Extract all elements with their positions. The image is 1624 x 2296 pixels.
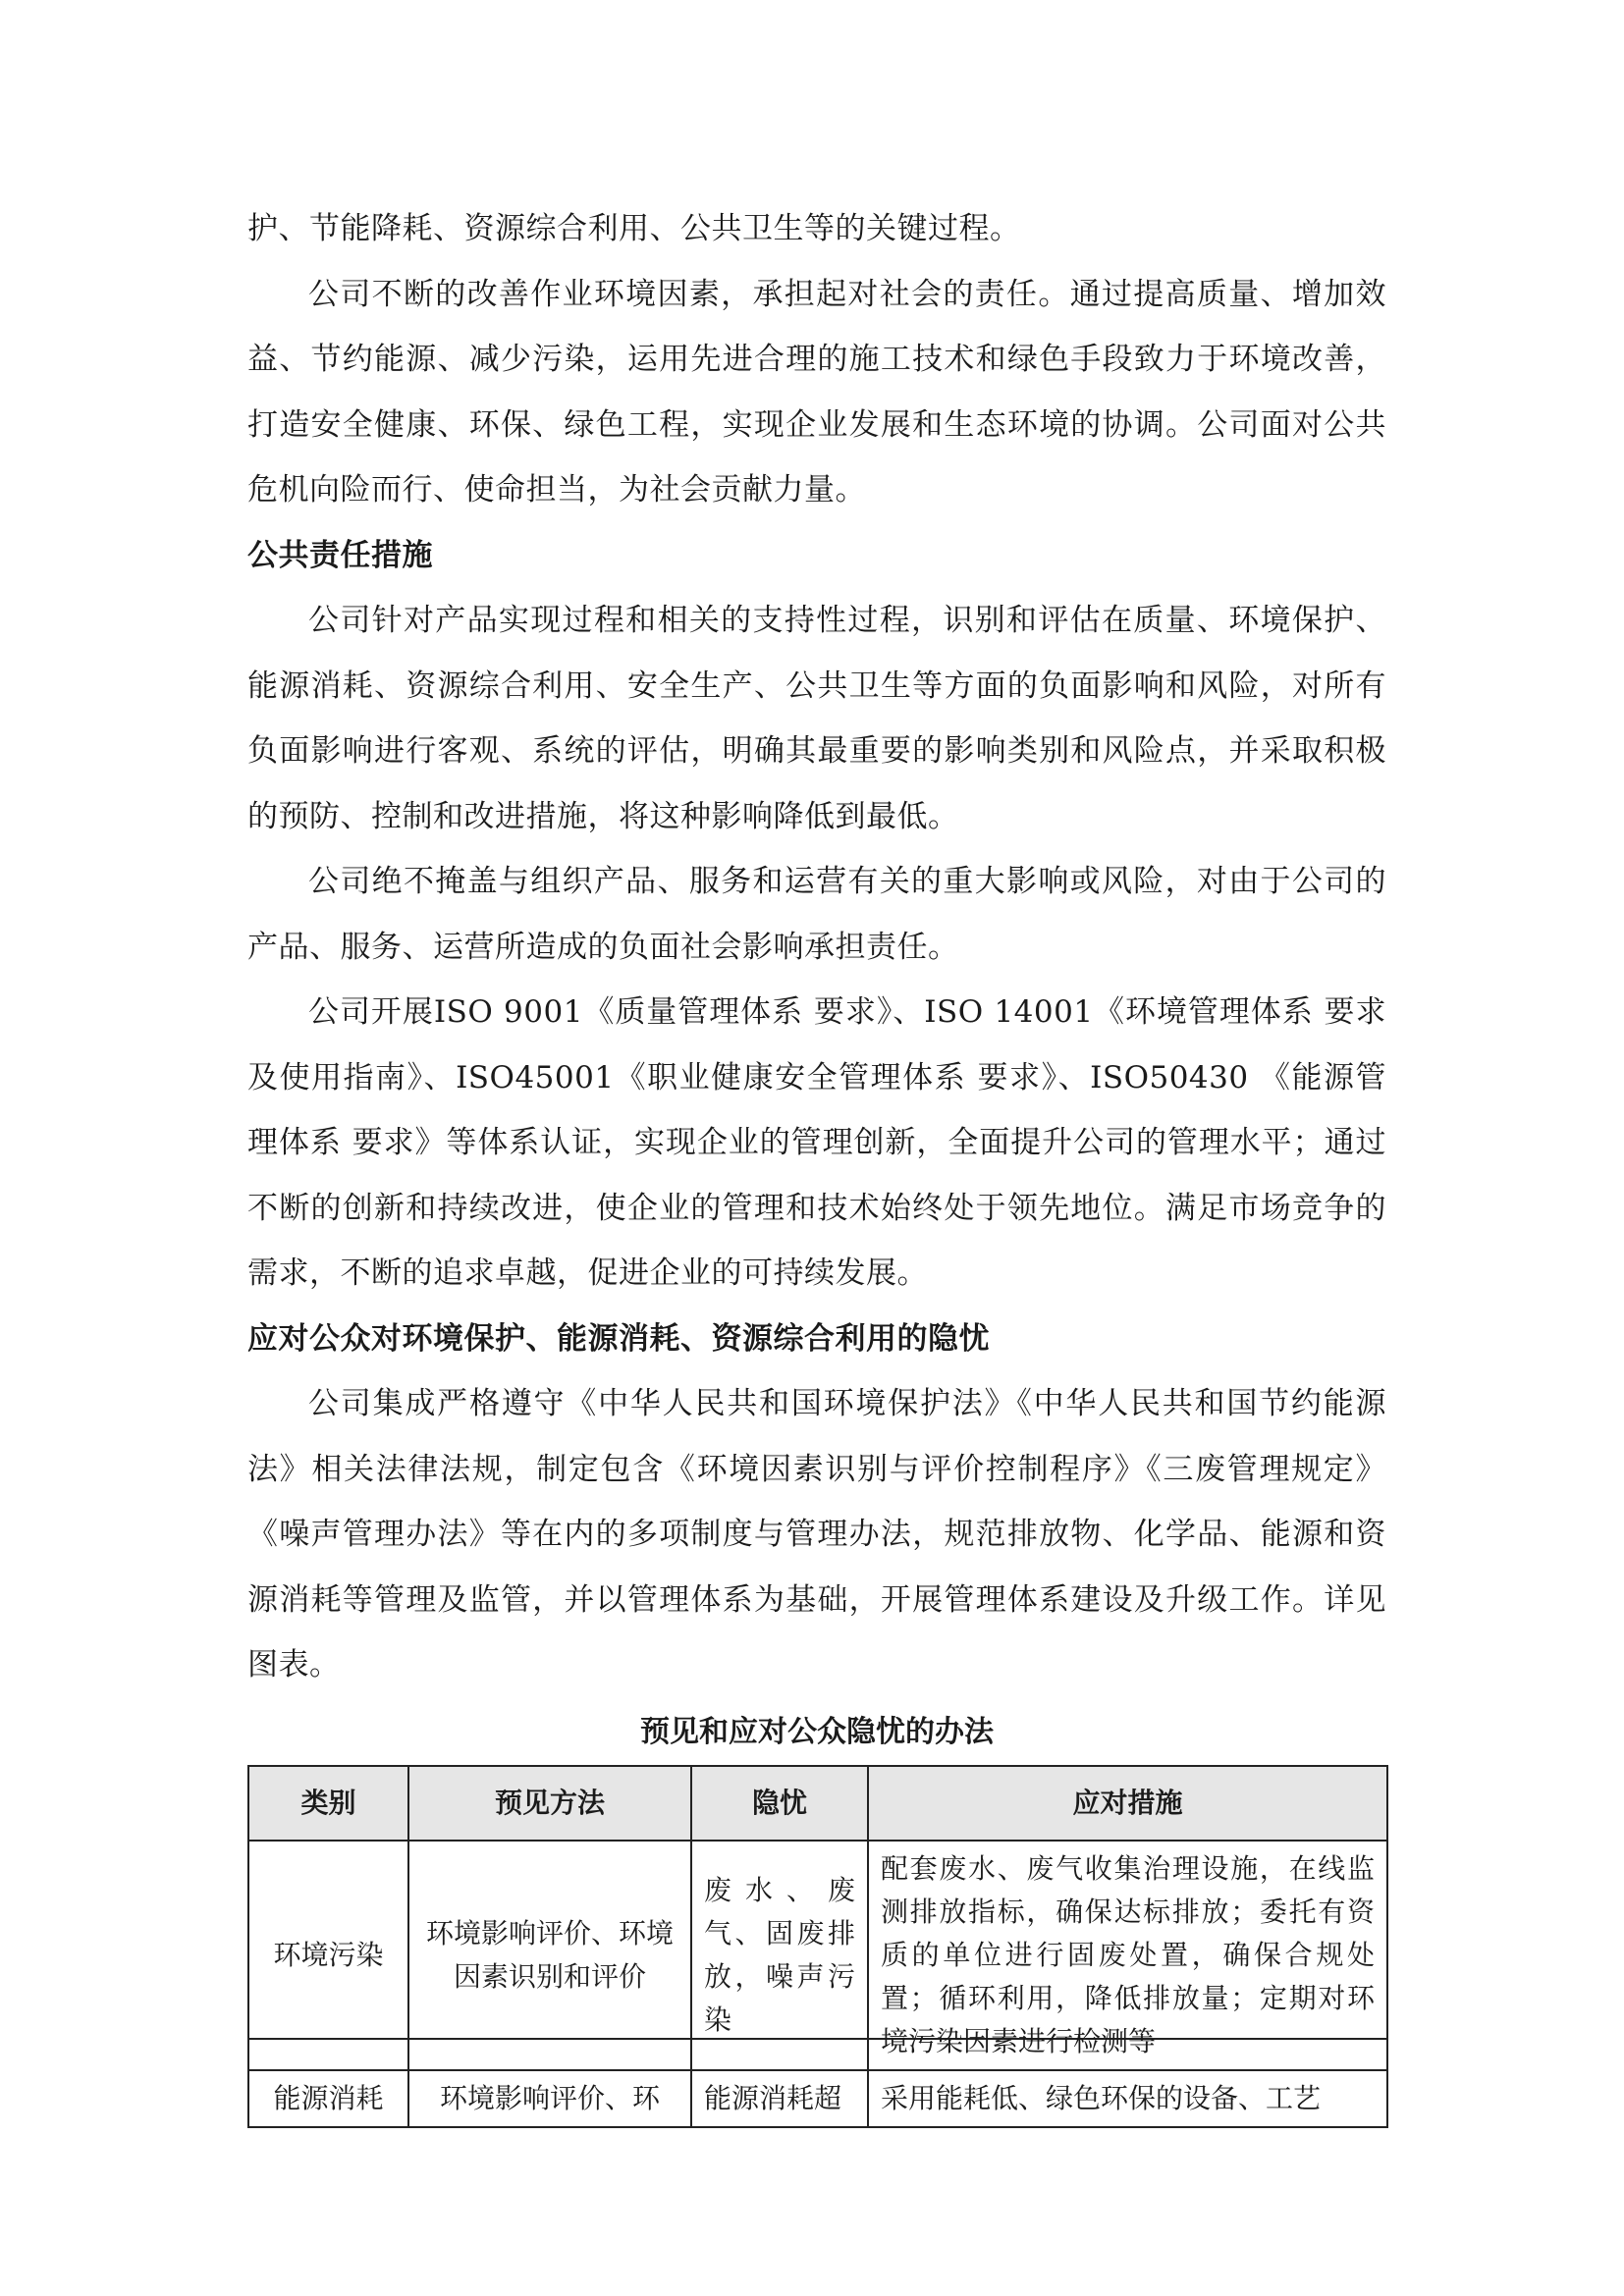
table-caption: 预见和应对公众隐忧的办法 — [640, 1714, 994, 1749]
cell-concern: 废水、废气、固废排放，噪声污染 — [691, 1841, 868, 2070]
paragraph-environment-responsibility: 公司不断的改善作业环境因素，承担起对社会的责任。通过提高质量、增加效益、节约能源、减少污染，运用先进合理的施工技术和绿色手段致力于环境改善，打造安全健康、环保、绿色工程，实现企业发展和生态环境的协调。公司面对公共危机向险而行、使命担当，为社会贡献力量。 — [247, 276, 1386, 507]
section-heading-public-responsibility: 公共责任措施 — [247, 537, 433, 573]
public-concerns-table — [247, 1765, 1388, 2128]
header-concern: 隐忧 — [691, 1766, 868, 1841]
table-row — [248, 1841, 1387, 2070]
cell-method: 环境影响评价、环境因素识别和评价 — [408, 1841, 691, 2070]
page-content — [247, 196, 1386, 2114]
cell-measure: 采用能耗低、绿色环保的设备、工艺 — [868, 2070, 1387, 2127]
paragraph-accountability: 公司绝不掩盖与组织产品、服务和运营有关的重大影响或风险，对由于公司的产品、服务、运营所造成的负面社会影响承担责任。 — [247, 864, 1386, 965]
paragraph-continuation: 护、节能降耗、资源综合利用、公共卫生等的关键过程。 — [247, 211, 1021, 246]
header-method: 预见方法 — [408, 1766, 691, 1841]
table-row — [248, 2070, 1387, 2127]
paragraph-certifications: 公司开展ISO 9001《质量管理体系 要求》、ISO 14001《环境管理体系 要求及使用指南》、ISO45001《职业健康安全管理体系 要求》、ISO50430 《能源管理体系 要求》等体系认证，实现企业的管理创新，全面提升公司的管理水平；通过不断的创新和持续改进，使企业的管理和技术始终处于领先地位。满足市场竞争的需求，不断的追求卓越，促进企业的可持续发展。 — [247, 994, 1386, 1291]
cell-concern: 能源消耗超 — [691, 2070, 868, 2127]
cell-method: 环境影响评价、环 — [408, 2070, 691, 2127]
table-container — [247, 1765, 1386, 2114]
cell-category: 环境污染 — [248, 1841, 408, 2070]
section-heading-public-concerns: 应对公众对环境保护、能源消耗、资源综合利用的隐忧 — [247, 1320, 990, 1357]
paragraph-regulations: 公司集成严格遵守《中华人民共和国环境保护法》《中华人民共和国节约能源法》相关法律法规，制定包含《环境因素识别与评价控制程序》《三废管理规定》《噪声管理办法》等在内的多项制度与管理办法，规范排放物、化学品、能源和资源消耗等管理及监管，并以管理体系为基础，开展管理体系建设及升级工作。详见图表。 — [247, 1386, 1386, 1682]
table-header-row — [248, 1766, 1387, 1841]
header-category: 类别 — [248, 1766, 408, 1841]
cell-category: 能源消耗 — [248, 2070, 408, 2127]
header-measure: 应对措施 — [868, 1766, 1387, 1841]
paragraph-risk-assessment: 公司针对产品实现过程和相关的支持性过程，识别和评估在质量、环境保护、能源消耗、资源综合利用、安全生产、公共卫生等方面的负面影响和风险，对所有负面影响进行客观、系统的评估，明确其最重要的影响类别和风险点，并采取积极的预防、控制和改进措施，将这种影响降低到最低。 — [247, 603, 1386, 834]
cell-measure: 配套废水、废气收集治理设施，在线监测排放指标，确保达标排放；委托有资质的单位进行固废处置，确保合规处置；循环利用，降低排放量；定期对环境污染因素进行检测等 — [868, 1841, 1387, 2070]
